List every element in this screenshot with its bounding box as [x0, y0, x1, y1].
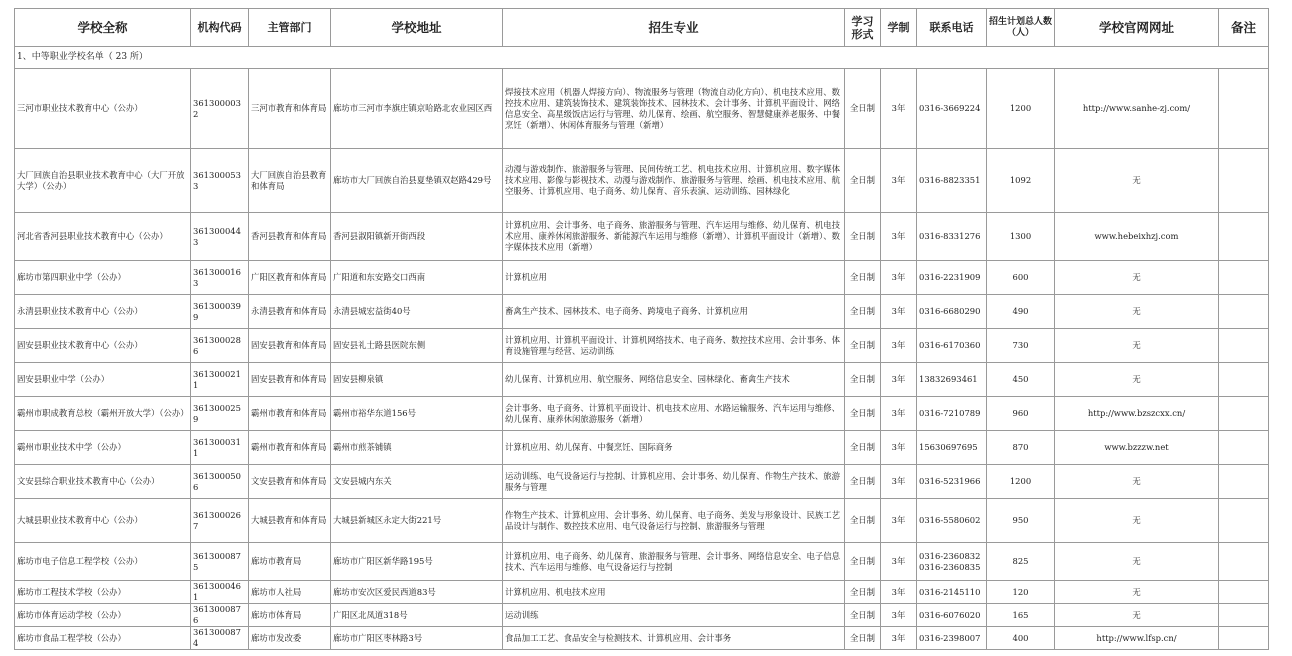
study-form-cell: 全日制	[845, 261, 881, 295]
plan-cell: 825	[987, 543, 1055, 581]
website-cell: 无	[1055, 329, 1219, 363]
remark-cell	[1219, 627, 1269, 650]
dept-cell: 霸州市教育和体育局	[249, 397, 331, 431]
plan-cell: 960	[987, 397, 1055, 431]
website-cell[interactable]: http://www.lfsp.cn/	[1055, 627, 1219, 650]
org-code-cell: 3613000533	[191, 149, 249, 213]
col-years-header: 学制	[881, 9, 917, 47]
website-cell: 无	[1055, 543, 1219, 581]
table-row	[15, 499, 1269, 543]
school-name-cell: 文安县综合职业技术教育中心（公办）	[15, 465, 191, 499]
years-cell: 3年	[881, 627, 917, 650]
org-code-cell: 3613000267	[191, 499, 249, 543]
phone-cell: 0316-2145110	[917, 581, 987, 604]
col-form-header: 学习形式	[845, 9, 881, 47]
study-form-cell: 全日制	[845, 397, 881, 431]
majors-cell: 计算机应用、计算机平面设计、计算机网络技术、电子商务、数控技术应用、会计事务、体育设施管理与经营、运动训练	[503, 329, 845, 363]
study-form-cell: 全日制	[845, 69, 881, 149]
dept-cell: 文安县教育和体育局	[249, 465, 331, 499]
dept-cell: 廊坊市人社局	[249, 581, 331, 604]
plan-cell: 120	[987, 581, 1055, 604]
org-code-cell: 3613000259	[191, 397, 249, 431]
school-name-cell: 大厂回族自治县职业技术教育中心（大厂开放大学）（公办）	[15, 149, 191, 213]
plan-cell: 450	[987, 363, 1055, 397]
dept-cell: 廊坊市发改委	[249, 627, 331, 650]
school-name-cell: 大城县职业技术教育中心（公办）	[15, 499, 191, 543]
remark-cell	[1219, 431, 1269, 465]
school-name-cell: 固安县职业中学（公办）	[15, 363, 191, 397]
majors-cell: 会计事务、电子商务、计算机平面设计、机电技术应用、水路运输服务、汽车运用与维修、幼儿保育、康养休闲旅游服务（新增）	[503, 397, 845, 431]
table-row	[15, 431, 1269, 465]
years-cell: 3年	[881, 604, 917, 627]
org-code-cell: 3613000286	[191, 329, 249, 363]
table-row	[15, 543, 1269, 581]
study-form-cell: 全日制	[845, 604, 881, 627]
website-cell: 无	[1055, 581, 1219, 604]
phone-cell: 0316-8823351	[917, 149, 987, 213]
address-cell: 廊坊市广阳区新华路195号	[331, 543, 503, 581]
website-cell[interactable]: http://www.sanhe-zj.com/	[1055, 69, 1219, 149]
col-majors-header: 招生专业	[503, 9, 845, 47]
org-code-cell: 3613000211	[191, 363, 249, 397]
table-row	[15, 465, 1269, 499]
address-cell: 大城县新城区永定大街221号	[331, 499, 503, 543]
dept-cell: 霸州市教育和体育局	[249, 431, 331, 465]
address-cell: 霸州市裕华东道156号	[331, 397, 503, 431]
school-table	[14, 8, 1269, 650]
address-cell: 廊坊市安次区爱民西道83号	[331, 581, 503, 604]
majors-cell: 计算机应用	[503, 261, 845, 295]
website-cell: 无	[1055, 465, 1219, 499]
address-cell: 廊坊市三河市李旗庄镇京哈路北农业园区西	[331, 69, 503, 149]
study-form-cell: 全日制	[845, 627, 881, 650]
table-row	[15, 581, 1269, 604]
dept-cell: 廊坊市教育局	[249, 543, 331, 581]
plan-cell: 1092	[987, 149, 1055, 213]
table-row	[15, 363, 1269, 397]
header-row	[15, 9, 1269, 47]
dept-cell: 广阳区教育和体育局	[249, 261, 331, 295]
study-form-cell: 全日制	[845, 295, 881, 329]
plan-cell: 950	[987, 499, 1055, 543]
remark-cell	[1219, 465, 1269, 499]
phone-cell: 0316-5231966	[917, 465, 987, 499]
dept-cell: 大厂回族自治县教育和体育局	[249, 149, 331, 213]
majors-cell: 计算机应用、电子商务、幼儿保育、旅游服务与管理、会计事务、网络信息安全、电子信息技术、汽车运用与维修、电气设备运行与控制	[503, 543, 845, 581]
address-cell: 霸州市煎茶铺镇	[331, 431, 503, 465]
study-form-cell: 全日制	[845, 431, 881, 465]
dept-cell: 香河县教育和体育局	[249, 213, 331, 261]
phone-cell: 0316-6680290	[917, 295, 987, 329]
majors-cell: 运动训练、电气设备运行与控制、计算机应用、会计事务、幼儿保育、作物生产技术、旅游服务与管理	[503, 465, 845, 499]
org-code-cell: 3613000399	[191, 295, 249, 329]
school-name-cell: 廊坊市食品工程学校（公办）	[15, 627, 191, 650]
years-cell: 3年	[881, 261, 917, 295]
majors-cell: 食品加工工艺、食品安全与检测技术、计算机应用、会计事务	[503, 627, 845, 650]
table-row	[15, 149, 1269, 213]
study-form-cell: 全日制	[845, 363, 881, 397]
study-form-cell: 全日制	[845, 499, 881, 543]
org-code-cell: 3613000311	[191, 431, 249, 465]
col-website-header: 学校官网网址	[1055, 9, 1219, 47]
website-cell: 无	[1055, 149, 1219, 213]
school-name-cell: 三河市职业技术教育中心（公办）	[15, 69, 191, 149]
plan-cell: 165	[987, 604, 1055, 627]
org-code-cell: 3613000875	[191, 543, 249, 581]
plan-cell: 600	[987, 261, 1055, 295]
study-form-cell: 全日制	[845, 543, 881, 581]
phone-cell: 0316-7210789	[917, 397, 987, 431]
remark-cell	[1219, 543, 1269, 581]
table-row	[15, 604, 1269, 627]
majors-cell: 作物生产技术、计算机应用、会计事务、幼儿保育、电子商务、美发与形象设计、民族工艺品设计与制作、数控技术应用、电气设备运行与控制、旅游服务与管理	[503, 499, 845, 543]
org-code-cell: 3613000443	[191, 213, 249, 261]
remark-cell	[1219, 261, 1269, 295]
section-row	[15, 47, 1269, 69]
col-name-header: 学校全称	[15, 9, 191, 47]
majors-cell: 计算机应用、机电技术应用	[503, 581, 845, 604]
years-cell: 3年	[881, 581, 917, 604]
plan-cell: 400	[987, 627, 1055, 650]
phone-cell: 0316-6170360	[917, 329, 987, 363]
majors-cell: 焊接技术应用（机器人焊接方向）、物流服务与管理（物流自动化方向）、机电技术应用、数控技术应用、建筑装饰技术、建筑装饰技术、园林技术、会计事务、计算机平面设计、网络信息安全、高星级饭店运行与管理、幼儿保育、绘画、航空服务、智慧健康养老服务、中餐烹饪（新增）、休闲体育服务与管理（新增）	[503, 69, 845, 149]
plan-cell: 730	[987, 329, 1055, 363]
phone-cell: 0316-8331276	[917, 213, 987, 261]
website-cell[interactable]: http://www.bzszcxx.cn/	[1055, 397, 1219, 431]
org-code-cell: 3613000032	[191, 69, 249, 149]
dept-cell: 廊坊市体育局	[249, 604, 331, 627]
school-name-cell: 霸州市职成教育总校（霸州开放大学）（公办）	[15, 397, 191, 431]
school-name-cell: 廊坊市电子信息工程学校（公办）	[15, 543, 191, 581]
address-cell: 廊坊市大厂回族自治县夏垫镇双赵路429号	[331, 149, 503, 213]
remark-cell	[1219, 295, 1269, 329]
years-cell: 3年	[881, 465, 917, 499]
majors-cell: 畜禽生产技术、园林技术、电子商务、跨境电子商务、计算机应用	[503, 295, 845, 329]
org-code-cell: 3613000163	[191, 261, 249, 295]
school-name-cell: 固安县职业技术教育中心（公办）	[15, 329, 191, 363]
table-row	[15, 69, 1269, 149]
address-cell: 广阳区北凤道318号	[331, 604, 503, 627]
address-cell: 固安县柳泉镇	[331, 363, 503, 397]
org-code-cell: 3613000506	[191, 465, 249, 499]
col-plan-header: 招生计划总人数（人）	[987, 9, 1055, 47]
phone-cell: 0316-6076020	[917, 604, 987, 627]
remark-cell	[1219, 329, 1269, 363]
years-cell: 3年	[881, 431, 917, 465]
col-phone-header: 联系电话	[917, 9, 987, 47]
remark-cell	[1219, 149, 1269, 213]
dept-cell: 固安县教育和体育局	[249, 329, 331, 363]
majors-cell: 运动训练	[503, 604, 845, 627]
address-cell: 香河县淑阳镇新开街西段	[331, 213, 503, 261]
phone-cell: 0316-3669224	[917, 69, 987, 149]
table-row	[15, 397, 1269, 431]
section-title: 1、中等职业学校名单（ 23 所）	[15, 47, 1269, 69]
majors-cell: 动漫与游戏制作、旅游服务与管理、民间传统工艺、机电技术应用、计算机应用、数字媒体技术应用、影像与影视技术、动漫与游戏制作、旅游服务与管理、绘画、机电技术应用、航空服务、计算机应用、电子商务、幼儿保育、音乐表演、运动训练、园林绿化	[503, 149, 845, 213]
study-form-cell: 全日制	[845, 581, 881, 604]
years-cell: 3年	[881, 363, 917, 397]
remark-cell	[1219, 213, 1269, 261]
school-name-cell: 霸州市职业技术中学（公办）	[15, 431, 191, 465]
plan-cell: 1200	[987, 465, 1055, 499]
school-name-cell: 廊坊市工程技术学校（公办）	[15, 581, 191, 604]
org-code-cell: 3613000874	[191, 627, 249, 650]
school-name-cell: 河北省香河县职业技术教育中心（公办）	[15, 213, 191, 261]
website-cell: 无	[1055, 261, 1219, 295]
org-code-cell: 3613000461	[191, 581, 249, 604]
phone-cell: 0316-2231909	[917, 261, 987, 295]
majors-cell: 计算机应用、会计事务、电子商务、旅游服务与管理、汽车运用与维修、幼儿保育、机电技术应用、康养休闲旅游服务、新能源汽车运用与维修（新增）、计算机平面设计（新增）、数字媒体技术应用（新增）	[503, 213, 845, 261]
study-form-cell: 全日制	[845, 149, 881, 213]
remark-cell	[1219, 363, 1269, 397]
remark-cell	[1219, 397, 1269, 431]
table-row	[15, 627, 1269, 650]
phone-cell: 0316-2360832 0316-2360835	[917, 543, 987, 581]
phone-cell: 13832693461	[917, 363, 987, 397]
dept-cell: 永清县教育和体育局	[249, 295, 331, 329]
remark-cell	[1219, 69, 1269, 149]
table-row	[15, 213, 1269, 261]
website-cell: 无	[1055, 604, 1219, 627]
col-address-header: 学校地址	[331, 9, 503, 47]
website-cell: 无	[1055, 499, 1219, 543]
majors-cell: 计算机应用、幼儿保育、中餐烹饪、国际商务	[503, 431, 845, 465]
plan-cell: 870	[987, 431, 1055, 465]
years-cell: 3年	[881, 329, 917, 363]
website-cell: 无	[1055, 363, 1219, 397]
remark-cell	[1219, 581, 1269, 604]
table-row	[15, 261, 1269, 295]
table-row	[15, 329, 1269, 363]
address-cell: 廊坊市广阳区枣林路3号	[331, 627, 503, 650]
col-code-header: 机构代码	[191, 9, 249, 47]
plan-cell: 490	[987, 295, 1055, 329]
col-remark-header: 备注	[1219, 9, 1269, 47]
study-form-cell: 全日制	[845, 213, 881, 261]
phone-cell: 0316-2398007	[917, 627, 987, 650]
dept-cell: 固安县教育和体育局	[249, 363, 331, 397]
years-cell: 3年	[881, 149, 917, 213]
study-form-cell: 全日制	[845, 465, 881, 499]
majors-cell: 幼儿保育、计算机应用、航空服务、网络信息安全、园林绿化、畜禽生产技术	[503, 363, 845, 397]
dept-cell: 大城县教育和体育局	[249, 499, 331, 543]
years-cell: 3年	[881, 69, 917, 149]
school-name-cell: 廊坊市体育运动学校（公办）	[15, 604, 191, 627]
years-cell: 3年	[881, 295, 917, 329]
phone-cell: 15630697695	[917, 431, 987, 465]
website-cell: 无	[1055, 295, 1219, 329]
address-cell: 永清县城宏益街40号	[331, 295, 503, 329]
address-cell: 广阳道和东安路交口西南	[331, 261, 503, 295]
address-cell: 固安县礼士路县医院东侧	[331, 329, 503, 363]
school-name-cell: 廊坊市第四职业中学（公办）	[15, 261, 191, 295]
phone-cell: 0316-5580602	[917, 499, 987, 543]
address-cell: 文安县城内东关	[331, 465, 503, 499]
remark-cell	[1219, 604, 1269, 627]
years-cell: 3年	[881, 543, 917, 581]
org-code-cell: 3613000876	[191, 604, 249, 627]
website-cell: www.hebeixhzj.com	[1055, 213, 1219, 261]
plan-cell: 1200	[987, 69, 1055, 149]
plan-cell: 1300	[987, 213, 1055, 261]
remark-cell	[1219, 499, 1269, 543]
table-row	[15, 295, 1269, 329]
years-cell: 3年	[881, 499, 917, 543]
years-cell: 3年	[881, 213, 917, 261]
school-name-cell: 永清县职业技术教育中心（公办）	[15, 295, 191, 329]
years-cell: 3年	[881, 397, 917, 431]
dept-cell: 三河市教育和体育局	[249, 69, 331, 149]
col-dept-header: 主管部门	[249, 9, 331, 47]
website-cell: www.bzzzw.net	[1055, 431, 1219, 465]
study-form-cell: 全日制	[845, 329, 881, 363]
